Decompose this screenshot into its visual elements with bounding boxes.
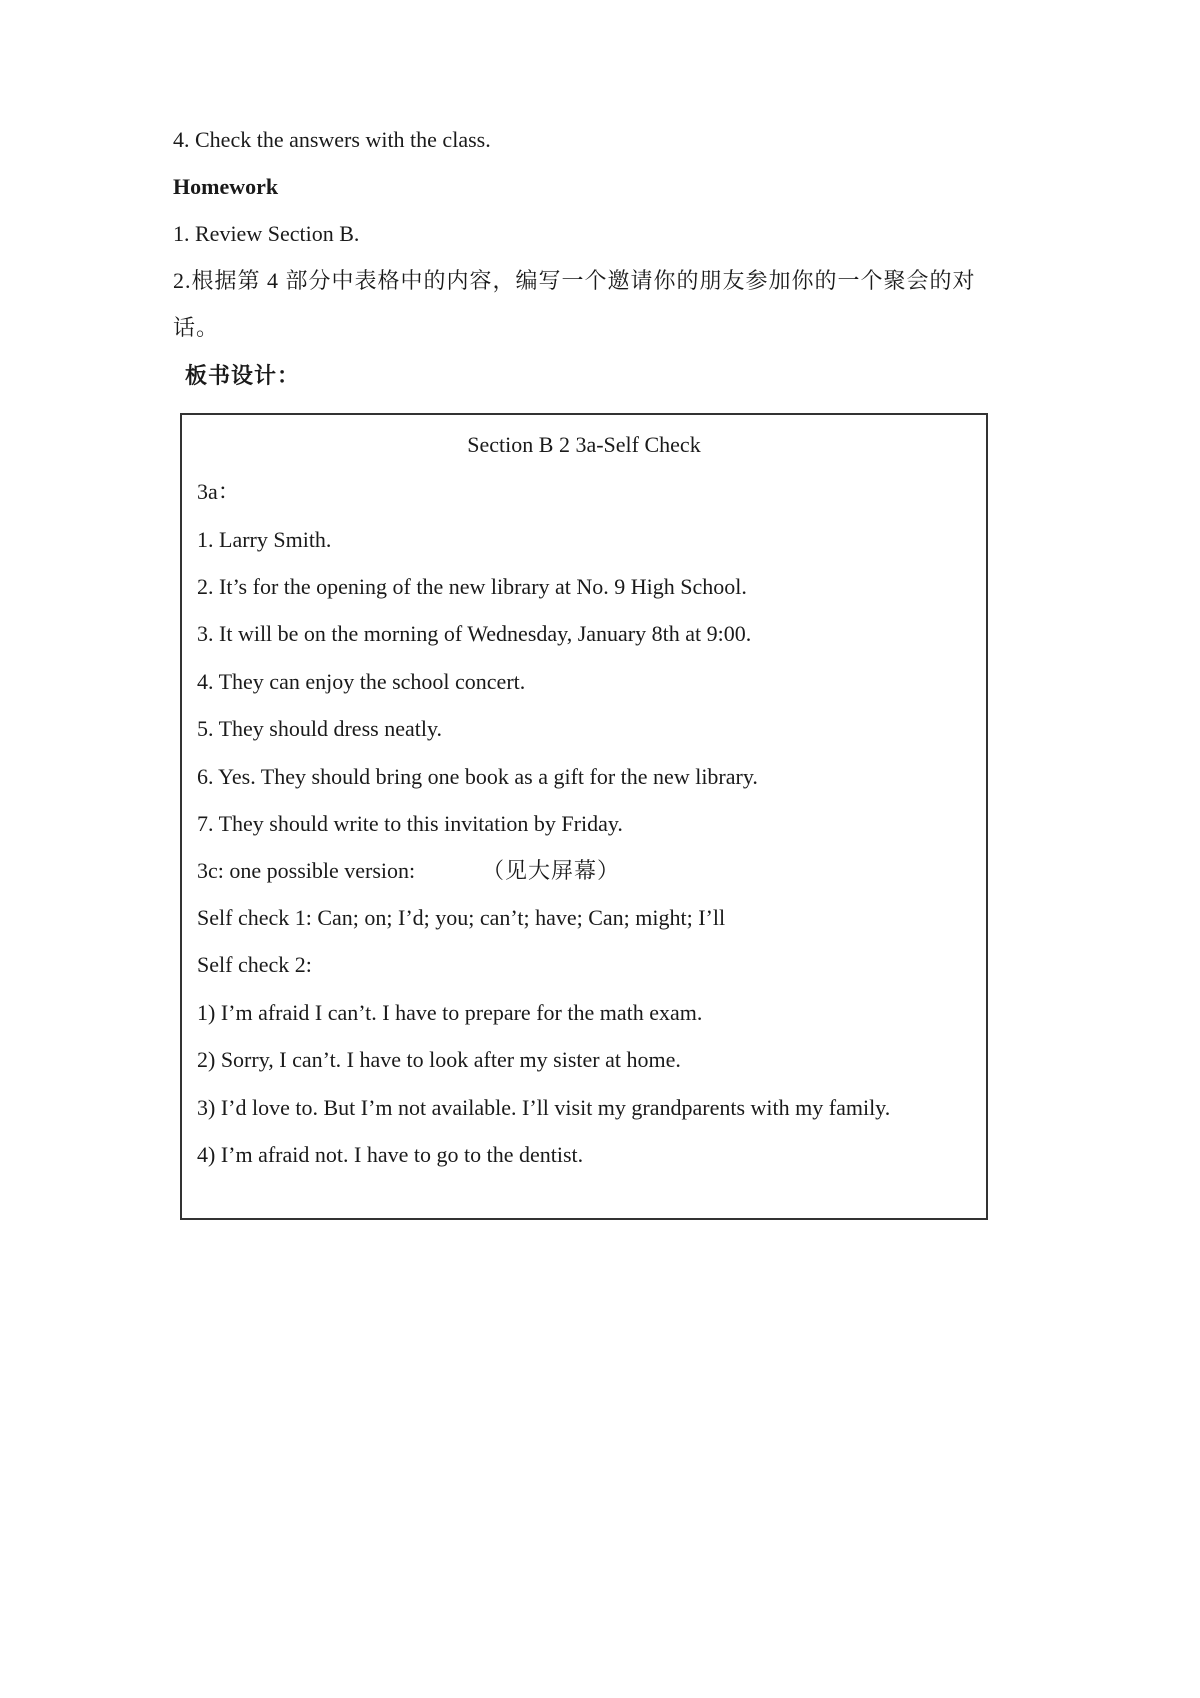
answer-sc2-4: 4) I’m afraid not. I have to go to the dentist. xyxy=(197,1142,584,1167)
self-check-2-label: Self check 2: xyxy=(197,952,312,977)
homework-step-4: 4. Check the answers with the class. xyxy=(173,127,491,152)
label-3a: 3a： xyxy=(197,479,240,504)
answer-sc2-3: 3) I’d love to. But I’m not available. I’ll visit my grandparents with my family. xyxy=(197,1095,891,1120)
board-design-heading: 板书设计： xyxy=(185,363,301,388)
answer-sc2-2: 2) Sorry, I can’t. I have to look after my sister at home. xyxy=(197,1047,681,1072)
answer-3a-3: 3. It will be on the morning of Wednesday, January 8th at 9:00. xyxy=(197,621,752,646)
board-title: Section B 2 3a-Self Check xyxy=(467,432,701,457)
answer-3a-6: 6. Yes. They should bring one book as a gift for the new library. xyxy=(197,764,758,789)
homework-item-2-continued: 话。 xyxy=(173,315,220,340)
homework-item-2: 2.根据第 4 部分中表格中的内容，编写一个邀请你的朋友参加你的一个聚会的对 xyxy=(173,268,976,293)
answer-3a-4: 4. They can enjoy the school concert. xyxy=(197,669,526,694)
board-design-box xyxy=(180,413,988,1220)
homework-heading: Homework xyxy=(173,174,279,199)
answer-3a-2: 2. It’s for the opening of the new library at No. 9 High School. xyxy=(197,574,747,599)
answer-sc2-1: 1) I’m afraid I can’t. I have to prepare for the math exam. xyxy=(197,1000,703,1025)
note-3c: （见大屏幕） xyxy=(482,858,621,883)
answer-3a-5: 5. They should dress neatly. xyxy=(197,716,443,741)
self-check-1: Self check 1: Can; on; I’d; you; can’t; have; Can; might; I’ll xyxy=(197,905,726,930)
answer-3a-7: 7. They should write to this invitation by Friday. xyxy=(197,811,623,836)
label-3c: 3c: one possible version: xyxy=(197,858,416,883)
answer-3a-1: 1. Larry Smith. xyxy=(197,527,332,552)
homework-item-1: 1. Review Section B. xyxy=(173,221,360,246)
